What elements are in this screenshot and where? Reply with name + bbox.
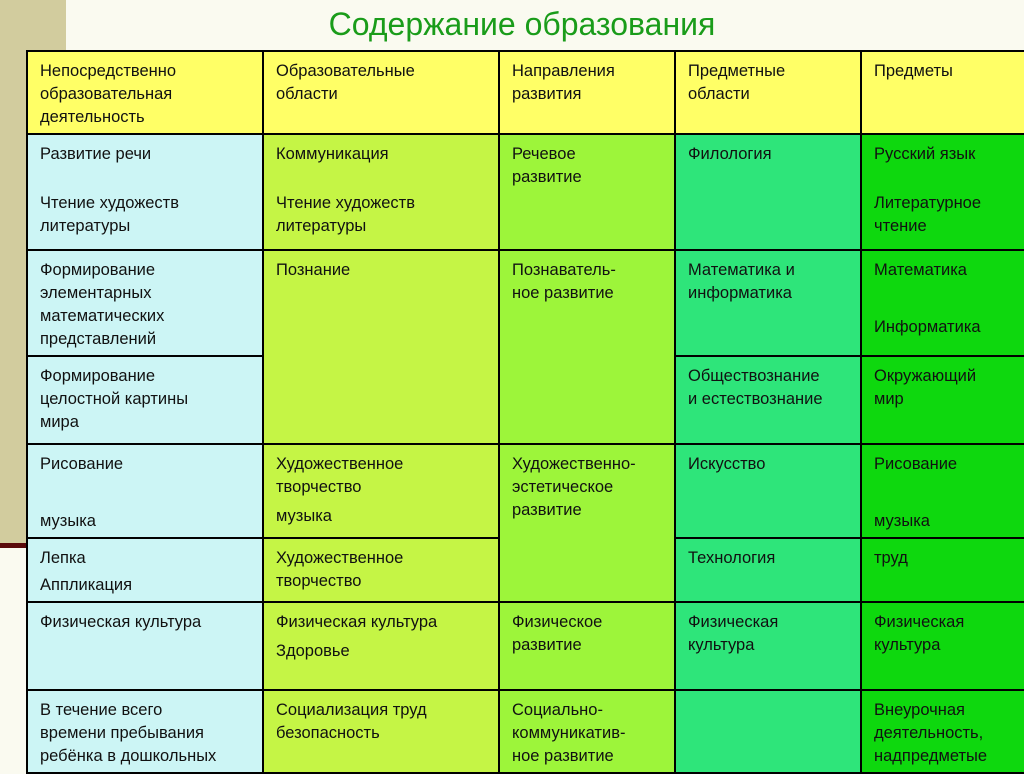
- cell-text: Внеурочная: [874, 701, 965, 719]
- cell-direction: [499, 690, 675, 773]
- cell-text: Чтение художеств: [276, 194, 415, 212]
- cell-text: Физическая: [688, 613, 779, 631]
- cell-text: Русский язык: [874, 145, 976, 163]
- cell-text: Здоровье: [276, 642, 350, 660]
- cell-direction: [499, 250, 675, 444]
- cell-direction: [499, 602, 675, 690]
- table-row-art: [27, 444, 1024, 538]
- cell-text: Социально-: [512, 701, 603, 719]
- cell-subject-area: [675, 356, 861, 444]
- cell-text: Литературное: [874, 194, 982, 212]
- cell-activity: [27, 690, 263, 773]
- header-subject-areas: [675, 51, 861, 134]
- cell-text: Аппликация: [40, 576, 133, 594]
- cell-text: Развитие речи: [40, 145, 152, 163]
- cell-text: целостной картины: [40, 390, 189, 408]
- cell-subject-area: [675, 134, 861, 250]
- cell-text: культура: [688, 636, 755, 654]
- header-areas-line: Образовательные: [276, 62, 415, 80]
- cell-text: Физическая: [874, 613, 965, 631]
- cell-subject-area: [675, 538, 861, 602]
- cell-area: [263, 538, 499, 602]
- cell-text: Лепка: [40, 549, 86, 567]
- table-row-math: [27, 250, 1024, 356]
- table-row-social: [27, 690, 1024, 773]
- header-subjects: [861, 51, 1024, 134]
- header-activity-line: деятельность: [40, 108, 145, 126]
- cell-text: Физическая культура: [40, 613, 202, 631]
- header-activity: [27, 51, 263, 134]
- cell-text: Формирование: [40, 261, 156, 279]
- cell-text: математических: [40, 307, 165, 325]
- cell-text: безопасность: [276, 724, 380, 742]
- cell-text: надпредметые: [874, 747, 988, 765]
- cell-text: Социализация труд: [276, 701, 427, 719]
- cell-area: [263, 134, 499, 250]
- header-activity-line: образовательная: [40, 85, 173, 103]
- cell-text: развитие: [512, 501, 582, 519]
- cell-text: Художественно-: [512, 455, 636, 473]
- cell-text: мир: [874, 390, 904, 408]
- cell-text: Физическая культура: [276, 613, 438, 631]
- cell-subject: [861, 602, 1024, 690]
- header-subject-areas-line: области: [688, 85, 750, 103]
- header-areas-line: области: [276, 85, 338, 103]
- cell-text: Филология: [688, 145, 772, 163]
- cell-text: музыка: [276, 507, 332, 525]
- cell-text: творчество: [276, 478, 362, 496]
- cell-text: Познаватель-: [512, 261, 616, 279]
- cell-text: коммуникатив-: [512, 724, 626, 742]
- cell-activity: [27, 538, 263, 602]
- table-row-pe: [27, 602, 1024, 690]
- cell-text: литературы: [276, 217, 367, 235]
- cell-text: Окружающий: [874, 367, 977, 385]
- education-content-table: [26, 50, 1024, 774]
- cell-activity: [27, 134, 263, 250]
- cell-text: ное развитие: [512, 747, 614, 765]
- header-directions-line: развития: [512, 85, 582, 103]
- cell-text: Математика: [874, 261, 967, 279]
- header-activity-line: Непосредственно: [40, 62, 177, 80]
- cell-subject: [861, 444, 1024, 538]
- cell-text: культура: [874, 636, 941, 654]
- cell-text: Рисование: [874, 455, 958, 473]
- cell-text: ребёнка в дошкольных: [40, 747, 217, 765]
- cell-text: Чтение художеств: [40, 194, 179, 212]
- cell-subject-area: [675, 602, 861, 690]
- header-subject-areas-line: Предметные: [688, 62, 786, 80]
- cell-text: труд: [874, 549, 908, 567]
- cell-text: деятельность,: [874, 724, 984, 742]
- cell-text: Коммуникация: [276, 145, 389, 163]
- cell-text: творчество: [276, 572, 362, 590]
- cell-text: и естествознание: [688, 390, 823, 408]
- cell-subject: [861, 250, 1024, 356]
- cell-text: времени пребывания: [40, 724, 204, 742]
- cell-subject: [861, 690, 1024, 773]
- cell-text: представлений: [40, 330, 157, 348]
- cell-subject: [861, 134, 1024, 250]
- decorative-line: [0, 543, 26, 548]
- cell-text: Математика и: [688, 261, 795, 279]
- cell-subject-area: [675, 690, 861, 773]
- cell-area: [263, 690, 499, 773]
- cell-text: Рисование: [40, 455, 124, 473]
- header-directions-line: Направления: [512, 62, 615, 80]
- cell-text: чтение: [874, 217, 927, 235]
- cell-text: ное развитие: [512, 284, 614, 302]
- cell-direction: [499, 134, 675, 250]
- cell-text: Речевое: [512, 145, 576, 163]
- header-row: [27, 51, 1024, 134]
- cell-text: элементарных: [40, 284, 152, 302]
- header-areas: [263, 51, 499, 134]
- cell-subject: [861, 356, 1024, 444]
- table-row-speech: [27, 134, 1024, 250]
- cell-area: [263, 250, 499, 444]
- cell-text: Технология: [688, 549, 776, 567]
- cell-text: Физическое: [512, 613, 603, 631]
- cell-area: [263, 444, 499, 538]
- cell-text: Художественное: [276, 549, 404, 567]
- cell-text: Формирование: [40, 367, 156, 385]
- cell-text: музыка: [874, 512, 930, 530]
- cell-text: литературы: [40, 217, 131, 235]
- cell-activity: [27, 444, 263, 538]
- header-subjects-line: Предметы: [874, 62, 953, 80]
- cell-text: эстетическое: [512, 478, 614, 496]
- cell-area: [263, 602, 499, 690]
- cell-text: мира: [40, 413, 79, 431]
- header-directions: [499, 51, 675, 134]
- cell-subject: [861, 538, 1024, 602]
- cell-subject-area: [675, 444, 861, 538]
- cell-direction: [499, 444, 675, 602]
- cell-text: развитие: [512, 636, 582, 654]
- cell-text: Информатика: [874, 318, 981, 336]
- cell-text: Обществознание: [688, 367, 820, 385]
- cell-activity: [27, 250, 263, 356]
- page-title: Содержание образования: [328, 6, 716, 42]
- cell-text: информатика: [688, 284, 792, 302]
- cell-text: развитие: [512, 168, 582, 186]
- cell-activity: [27, 602, 263, 690]
- cell-activity: [27, 356, 263, 444]
- cell-text: Искусство: [688, 455, 766, 473]
- cell-text: Художественное: [276, 455, 404, 473]
- cell-subject-area: [675, 250, 861, 356]
- cell-text: музыка: [40, 512, 96, 530]
- cell-text: Познание: [276, 261, 351, 279]
- cell-text: В течение всего: [40, 701, 163, 719]
